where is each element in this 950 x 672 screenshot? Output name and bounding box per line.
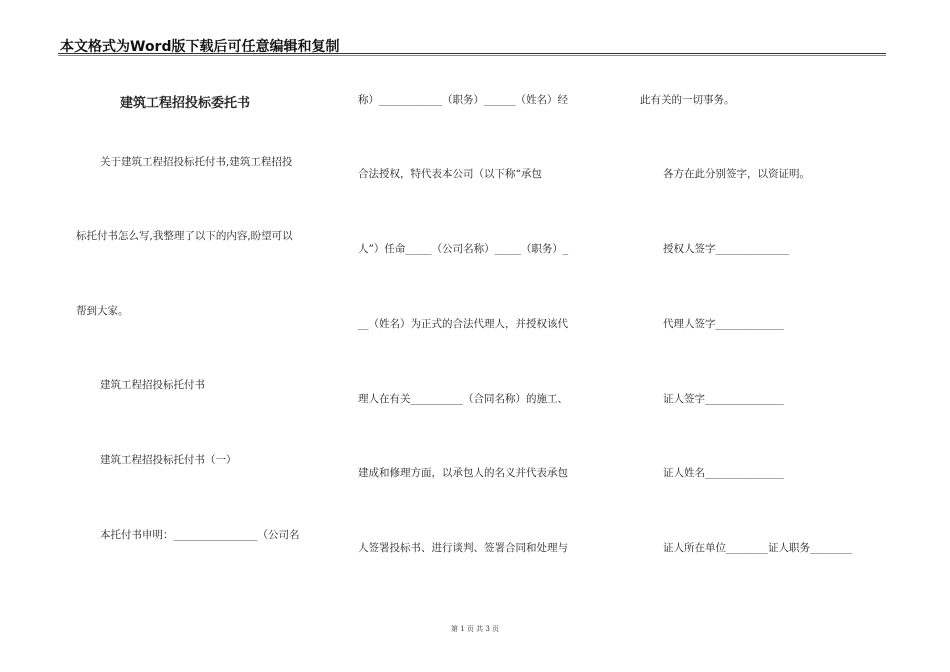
col3-line: 证人所在单位________证人职务________: [663, 542, 852, 554]
col2-line: 人签署投标书、进行谈判、签署合同和处理与: [358, 542, 568, 554]
document-title: 建筑工程招投标委托书: [120, 96, 251, 111]
col1-line: 建筑工程招投标托付书（一）: [100, 454, 237, 466]
col2-line: 人”）任命_____（公司名称）_____（职务）_: [358, 243, 569, 255]
col3-line: 此有关的一切事务。: [640, 94, 735, 106]
col3-line: 授权人签字______________: [663, 243, 789, 255]
col2-line: 称）____________（职务）______（姓名）经: [358, 94, 568, 106]
col3-line: 各方在此分别签字，以资证明。: [663, 168, 810, 180]
col3-line: 证人姓名_______________: [663, 467, 784, 479]
col1-line: 本托付书申明：________________（公司名: [100, 529, 300, 541]
page-number: 第 1 页 共 3 页: [450, 625, 500, 633]
col1-line: 关于建筑工程招投标托付书,建筑工程招投: [100, 156, 293, 168]
col1-line: 标托付书怎么写,我整理了以下的内容,盼望可以: [76, 230, 293, 242]
col2-line: 理人在有关__________（合同名称）的施工、: [358, 393, 568, 405]
col3-line: 代理人签字_____________: [663, 318, 784, 330]
col1-line: 建筑工程招投标托付书: [100, 379, 205, 391]
col1-line: 帮到大家。: [76, 305, 129, 317]
header-title: 本文格式为Word版下载后可任意编辑和复制: [60, 39, 340, 55]
col3-line: 证人签字_______________: [663, 393, 784, 405]
header-divider-thin: [58, 55, 886, 56]
header-divider: [58, 53, 886, 54]
col2-line: 建成和修理方面，以承包人的名义并代表承包: [358, 467, 568, 479]
col2-line: 合法授权，特代表本公司（以下称“承包: [358, 168, 542, 180]
col2-line: __（姓名）为正式的合法代理人，并授权该代: [358, 318, 568, 330]
